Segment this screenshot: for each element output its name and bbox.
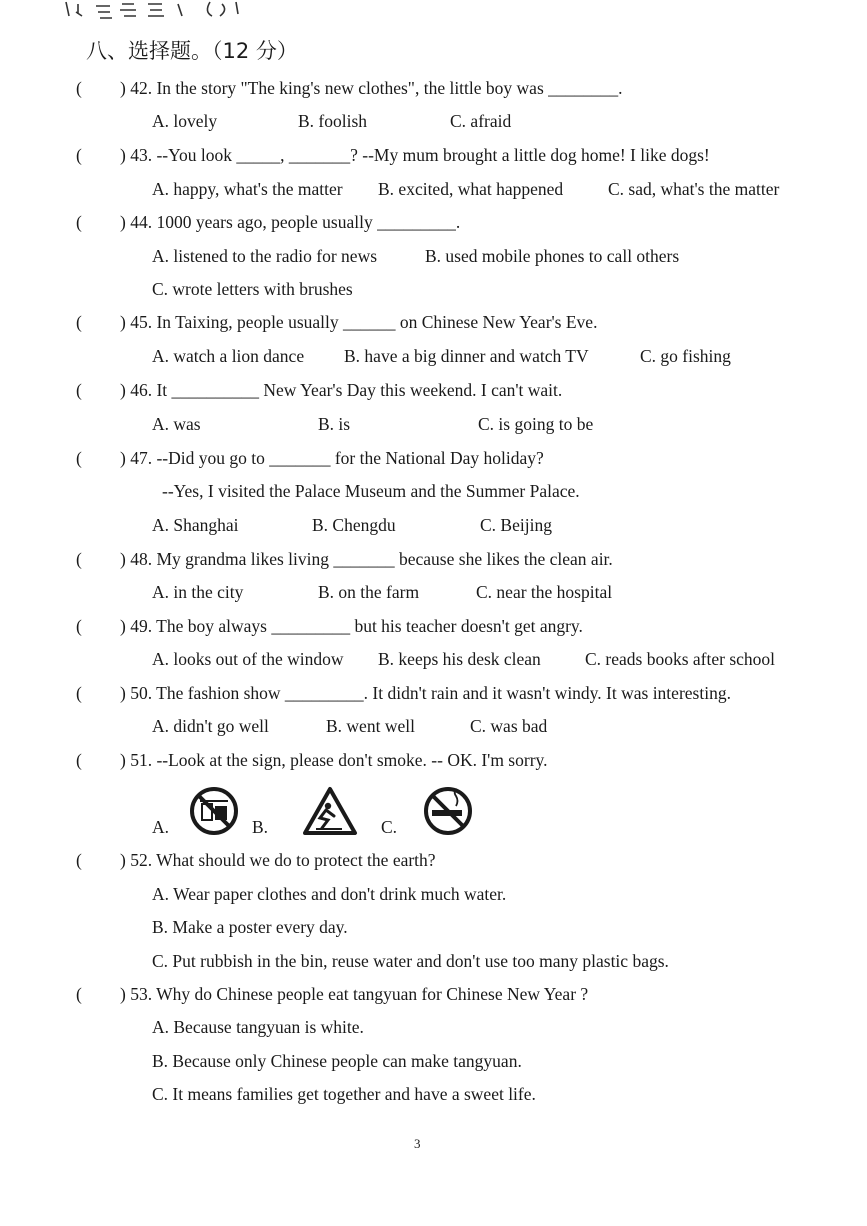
q43-option-a: A. happy, what's the matter [152,179,343,199]
q44-option-b: B. used mobile phones to call others [425,246,680,266]
question-45: ) 45. In Taixing, people usually ______ on Chinese New Year's Eve. [120,312,598,332]
q45-option-c: C. go fishing [640,346,731,366]
answer-bracket[interactable]: ( [76,750,82,770]
no-littering-sign-icon [188,786,240,836]
q52-option-b: B. Make a poster every day. [152,917,348,937]
answer-bracket[interactable]: ( [76,145,82,165]
answer-bracket[interactable]: ( [76,616,82,636]
q44-option-c: C. wrote letters with brushes [152,279,353,299]
q48-option-b: B. on the farm [318,582,420,602]
q52-option-a: A. Wear paper clothes and don't drink much water. [152,884,507,904]
no-smoking-sign-icon [422,786,474,836]
answer-bracket[interactable]: ( [76,212,82,232]
q42-option-c: C. afraid [450,111,512,131]
q46-option-c: C. is going to be [478,414,594,434]
q47-option-b: B. Chengdu [312,515,396,535]
q53-option-c: C. It means families get together and have a sweet life. [152,1084,536,1104]
question-47-reply: --Yes, I visited the Palace Museum and the Summer Palace. [162,481,580,501]
answer-bracket[interactable]: ( [76,850,82,870]
q49-option-b: B. keeps his desk clean [378,649,541,669]
answer-bracket[interactable]: ( [76,380,82,400]
q48-option-c: C. near the hospital [476,582,613,602]
question-49: ) 49. The boy always _________ but his teacher doesn't get angry. [120,616,583,636]
question-53: ) 53. Why do Chinese people eat tangyuan for Chinese New Year ? [120,984,589,1004]
question-42: ) 42. In the story "The king's new clothes", the little boy was ________. [120,78,623,98]
answer-bracket[interactable]: ( [76,984,82,1004]
page-number: 3 [414,1136,421,1151]
question-52: ) 52. What should we do to protect the earth? [120,850,436,870]
question-43: ) 43. --You look _____, _______? --My mum brought a little dog home! I like dogs! [120,145,710,165]
question-46: ) 46. It __________ New Year's Day this weekend. I can't wait. [120,380,563,400]
q47-option-c: C. Beijing [480,515,552,535]
q48-option-a: A. in the city [152,582,244,602]
q50-option-a: A. didn't go well [152,716,269,736]
question-47: ) 47. --Did you go to _______ for the National Day holiday? [120,448,544,468]
q45-option-a: A. watch a lion dance [152,346,305,366]
answer-bracket[interactable]: ( [76,312,82,332]
section-title: 八、选择题。（12 分） [86,39,298,63]
q50-option-b: B. went well [326,716,415,736]
q44-option-a: A. listened to the radio for news [152,246,378,266]
q49-option-a: A. looks out of the window [152,649,344,669]
q47-option-a: A. Shanghai [152,515,239,535]
q51-option-c: C. [381,817,398,837]
q42-option-b: B. foolish [298,111,368,131]
q42-option-a: A. lovely [152,111,218,131]
answer-bracket[interactable]: ( [76,549,82,569]
question-51: ) 51. --Look at the sign, please don't smoke. -- OK. I'm sorry. [120,750,548,770]
q51-option-a: A. [152,817,170,837]
q46-option-a: A. was [152,414,201,434]
q53-option-a: A. Because tangyuan is white. [152,1017,364,1037]
q49-option-c: C. reads books after school [585,649,776,669]
q43-option-c: C. sad, what's the matter [608,179,780,199]
question-44: ) 44. 1000 years ago, people usually _________. [120,212,461,232]
q45-option-b: B. have a big dinner and watch TV [344,346,589,366]
handwriting-scribble [60,0,280,22]
answer-bracket[interactable]: ( [76,448,82,468]
q52-option-c: C. Put rubbish in the bin, reuse water and don't use too many plastic bags. [152,951,669,971]
question-50: ) 50. The fashion show _________. It didn't rain and it wasn't windy. It was interesting. [120,683,731,703]
caution-slippery-sign-icon [302,786,358,836]
q43-option-b: B. excited, what happened [378,179,564,199]
answer-bracket[interactable]: ( [76,683,82,703]
q46-option-b: B. is [318,414,351,434]
question-48: ) 48. My grandma likes living _______ because she likes the clean air. [120,549,613,569]
q50-option-c: C. was bad [470,716,548,736]
q51-option-b: B. [252,817,269,837]
answer-bracket[interactable]: ( [76,78,82,98]
q53-option-b: B. Because only Chinese people can make tangyuan. [152,1051,522,1071]
